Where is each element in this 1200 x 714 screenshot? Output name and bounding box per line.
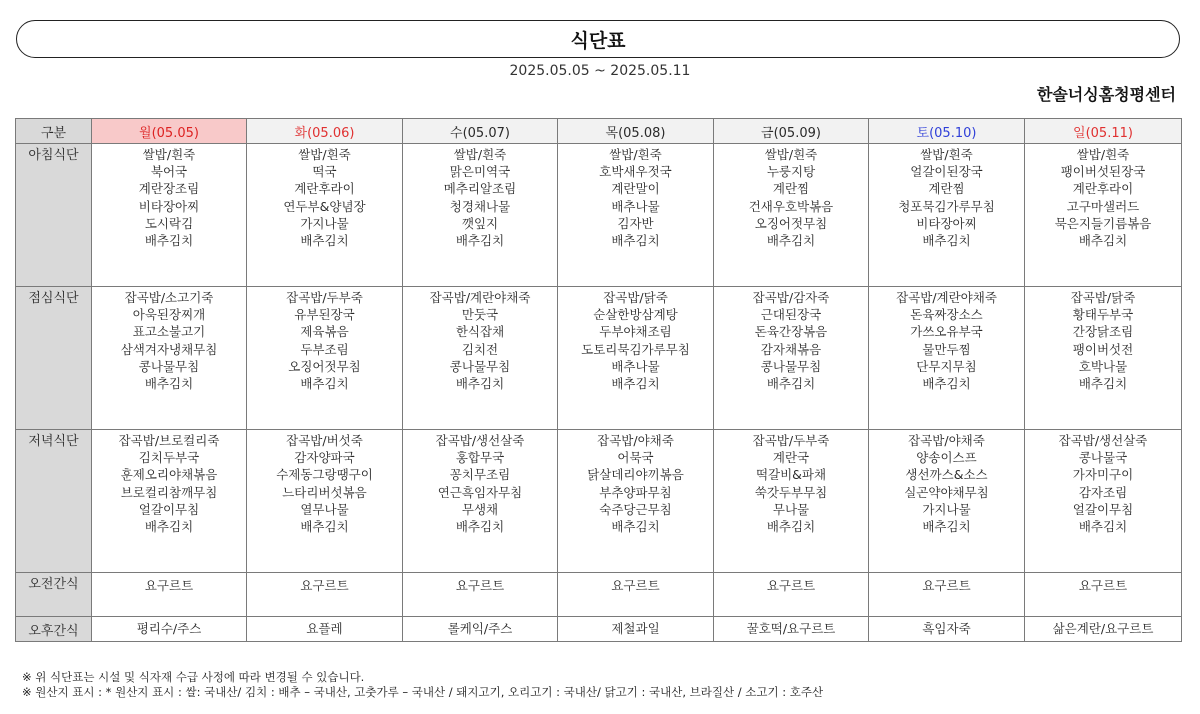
dish-item: 잡곡밥/계란야채죽: [429, 290, 531, 305]
dish-item: 배추김치: [611, 233, 660, 249]
dish-item: 북어국: [150, 164, 188, 180]
dish-item: 건새우호박볶음: [748, 198, 834, 214]
menu-cell: [1025, 617, 1182, 642]
dish-item: 팽이버섯전: [1072, 341, 1134, 357]
dish-item: 감자채볶음: [760, 341, 822, 357]
dish-item: 두부조림: [300, 341, 349, 357]
menu-cell: [869, 144, 1025, 287]
dish-item: 맑은미역국: [449, 164, 511, 180]
footnotes: [22, 670, 823, 700]
dish-item: 쌀밥/흰죽: [609, 147, 662, 162]
dish-item: 도시락김: [144, 215, 194, 231]
dish-item: 고구마샐러드: [1066, 198, 1140, 214]
dish-item: 비타장아찌: [916, 215, 977, 231]
day-header-sun: 일(05.11): [1025, 119, 1182, 144]
dish-item: 콩나물무침: [138, 358, 200, 374]
dish-item: 평리수/주스: [136, 621, 202, 637]
dish-item: 근대된장국: [760, 307, 822, 323]
dish-item: 느타리버섯볶음: [282, 484, 367, 500]
dish-item: 브로컬리참깨무침: [120, 484, 218, 500]
menu-cell: [1025, 287, 1182, 430]
dish-item: 깻잎지: [461, 215, 499, 231]
lunch-row: [16, 287, 1182, 430]
dish-item: 무생채: [461, 501, 499, 517]
morning-snack-row: [16, 573, 1182, 617]
dish-item: 감자양파국: [294, 450, 355, 466]
menu-cell: [247, 287, 403, 430]
menu-cell: [714, 430, 869, 573]
dish-item: 김치전: [461, 341, 499, 357]
dish-item: 삶은계란/요구르트: [1052, 621, 1154, 637]
dish-item: 김치두부국: [138, 450, 200, 466]
day-header-mon: 월(05.05): [92, 119, 247, 144]
dish-item: 만둣국: [461, 307, 499, 323]
menu-cell: [403, 144, 558, 287]
menu-cell: [247, 144, 403, 287]
menu-cell: [247, 430, 403, 573]
dish-item: 잡곡밥/계란야채죽: [896, 290, 997, 305]
menu-cell: [247, 573, 403, 617]
row-label: 아침식단: [16, 144, 92, 287]
dish-item: 요구르트: [300, 578, 349, 593]
header-row: [16, 119, 1182, 144]
dish-item: 비타장아찌: [138, 198, 200, 214]
dish-item: 잡곡밥/생선살죽: [1058, 433, 1148, 448]
dish-item: 요구르트: [766, 578, 816, 593]
dish-item: 얼갈이무침: [1072, 501, 1134, 517]
dish-item: 숙주당근무침: [599, 501, 672, 517]
dish-item: 오징어젓무침: [754, 215, 828, 231]
dish-item: 아욱된장찌개: [132, 307, 206, 323]
meal-table: [15, 118, 1182, 642]
menu-cell: [714, 573, 869, 617]
dish-item: 쌀밥/흰죽: [453, 147, 507, 162]
dish-item: 훈제오리야채볶음: [120, 467, 218, 483]
menu-title: [16, 20, 1180, 58]
dish-item: 쌀밥/흰죽: [142, 147, 196, 162]
menu-cell: [869, 430, 1025, 573]
dish-item: 떡국: [312, 164, 337, 180]
dish-item: 잡곡밥/소고기죽: [124, 290, 214, 305]
dish-item: 배추김치: [144, 233, 194, 249]
menu-cell: [403, 573, 558, 617]
menu-cell: [92, 287, 247, 430]
dish-item: 꽁치무조림: [449, 467, 511, 483]
dish-item: 잡곡밥/두부죽: [752, 433, 830, 448]
dish-item: 쌀밥/흰죽: [920, 147, 973, 162]
dish-item: 잡곡밥/닭죽: [603, 290, 668, 305]
menu-cell: [92, 573, 247, 617]
dinner-row: [16, 430, 1182, 573]
dish-item: 오징어젓무침: [288, 358, 361, 374]
corner-header: 구분: [16, 119, 92, 144]
dish-item: 계란말이: [611, 181, 660, 197]
row-label: 오후간식: [16, 617, 92, 642]
dish-item: 잡곡밥/닭죽: [1070, 290, 1136, 305]
dish-item: 누룽지탕: [766, 164, 816, 180]
dish-item: 요구르트: [455, 578, 505, 593]
menu-cell: [558, 573, 714, 617]
menu-cell: [558, 144, 714, 287]
dish-item: 배추김치: [766, 233, 816, 249]
row-label: 점심식단: [16, 287, 92, 430]
dish-item: 얼갈이된장국: [910, 164, 983, 180]
dish-item: 수제동그랑땡구이: [276, 467, 373, 483]
dish-item: 유부된장국: [294, 307, 355, 323]
menu-cell: [558, 617, 714, 642]
dish-item: 계란후라이: [1072, 181, 1134, 197]
dish-item: 배추김치: [455, 519, 505, 535]
dish-item: 잡곡밥/야채죽: [597, 433, 674, 448]
dish-item: 배추김치: [144, 519, 194, 535]
note-origin: ※ 원산지 표시 : * 원산지 표시 : 쌀: 국내산/ 김치 : 배추 – 국내산, 고춧가루 – 국내산 / 돼지고기, 오리고기 : 국내산/ 닭고기 : 국내산, 브라질산 / 소고기 : 호주산: [22, 685, 824, 699]
row-label: 저녁식단: [16, 430, 92, 573]
menu-cell: [869, 573, 1025, 617]
dish-item: 돈육간장볶음: [754, 324, 828, 340]
dish-item: 쌀밥/흰죽: [1076, 147, 1130, 162]
menu-cell: [558, 287, 714, 430]
dish-item: 실곤약야채무침: [904, 484, 989, 500]
dish-item: 요구르트: [144, 578, 194, 593]
dish-item: 배추김치: [300, 233, 349, 249]
dish-item: 배추김치: [455, 376, 505, 392]
dish-item: 생선까스&소스: [905, 467, 988, 483]
dish-item: 무나물: [772, 501, 810, 517]
menu-cell: [1025, 430, 1182, 573]
dish-item: 간장닭조림: [1072, 324, 1134, 340]
dish-item: 닭살데리야끼볶음: [587, 467, 684, 483]
dish-item: 배추김치: [922, 233, 971, 249]
dish-item: 어묵국: [617, 450, 654, 466]
dish-item: 물만두찜: [922, 341, 971, 357]
dish-item: 배추김치: [611, 519, 660, 535]
dish-item: 계란후라이: [294, 181, 355, 197]
menu-cell: [714, 144, 869, 287]
dish-item: 묵은지들기름볶음: [1054, 215, 1152, 231]
dish-item: 황태두부국: [1072, 307, 1134, 323]
dish-item: 롤케익/주스: [447, 621, 513, 637]
menu-cell: [403, 617, 558, 642]
menu-cell: [403, 430, 558, 573]
dish-item: 연근흑임자무침: [437, 484, 523, 500]
dish-item: 얼갈이무침: [138, 501, 200, 517]
dish-item: 삼색겨자냉채무침: [120, 341, 218, 357]
dish-item: 배추김치: [144, 376, 194, 392]
note-change: ※ 위 식단표는 시설 및 식자재 수급 사정에 따라 변경될 수 있습니다.: [22, 670, 365, 684]
dish-item: 한식잡채: [455, 324, 505, 340]
dish-item: 순살한방삼계탕: [593, 307, 678, 323]
dish-item: 배추김치: [300, 376, 349, 392]
dish-item: 배추김치: [922, 376, 971, 392]
dish-item: 감자조림: [1078, 484, 1128, 500]
dish-item: 제철과일: [611, 621, 660, 637]
dish-item: 배추김치: [766, 519, 816, 535]
dish-item: 계란찜: [772, 181, 810, 197]
day-header-tue: 화(05.06): [247, 119, 403, 144]
dish-item: 배추김치: [1078, 519, 1128, 535]
dish-item: 배추김치: [1078, 376, 1128, 392]
dish-item: 청경채나물: [449, 198, 511, 214]
day-header-fri: 금(05.09): [714, 119, 869, 144]
dish-item: 요구르트: [1078, 578, 1128, 593]
dish-item: 콩나물무침: [760, 358, 822, 374]
menu-cell: [869, 287, 1025, 430]
dish-item: 양송이스프: [916, 450, 977, 466]
dish-item: 잡곡밥/버섯죽: [286, 433, 363, 448]
dish-item: 계란장조림: [138, 181, 200, 197]
dish-item: 표고소불고기: [132, 324, 206, 340]
menu-cell: [92, 144, 247, 287]
dish-item: 콩나물무침: [449, 358, 511, 374]
day-header-wed: 수(05.07): [403, 119, 558, 144]
menu-cell: [247, 617, 403, 642]
menu-cell: [714, 617, 869, 642]
dish-item: 김자반: [617, 215, 654, 231]
dish-item: 잡곡밥/감자죽: [752, 290, 830, 305]
menu-cell: [1025, 573, 1182, 617]
dish-item: 쌀밥/흰죽: [298, 147, 351, 162]
dish-item: 잡곡밥/야채죽: [908, 433, 985, 448]
menu-period: 2025.05.05 ~ 2025.05.11: [509, 63, 691, 79]
dish-item: 배추김치: [922, 519, 971, 535]
dish-item: 가쓰오유부국: [910, 324, 983, 340]
dish-item: 돈육짜장소스: [910, 307, 983, 323]
dish-item: 배추김치: [1078, 233, 1128, 249]
dish-item: 요구르트: [922, 578, 971, 593]
dish-item: 연두부&양념장: [283, 198, 366, 214]
dish-item: 가지나물: [300, 215, 349, 231]
dish-item: 잡곡밥/두부죽: [286, 290, 363, 305]
dish-item: 요구르트: [611, 578, 660, 593]
dish-item: 계란찜: [928, 181, 965, 197]
day-header-sat: 토(05.10): [869, 119, 1025, 144]
menu-cell: [714, 287, 869, 430]
dish-item: 꿀호떡/요구르트: [746, 621, 836, 637]
dish-item: 잡곡밥/생선살죽: [435, 433, 525, 448]
menu-cell: [1025, 144, 1182, 287]
dish-item: 배추김치: [611, 376, 660, 392]
dish-item: 팽이버섯된장국: [1060, 164, 1146, 180]
dish-item: 배추나물: [611, 198, 660, 214]
dish-item: 콩나물국: [1078, 450, 1128, 466]
dish-item: 흑임자죽: [922, 621, 971, 637]
dish-item: 계란국: [772, 450, 810, 466]
dish-item: 쌀밥/흰죽: [764, 147, 818, 162]
dish-item: 메추리알조림: [443, 181, 517, 197]
dish-item: 배추김치: [300, 519, 349, 535]
row-label: 오전간식: [16, 573, 92, 617]
dish-item: 요플레: [306, 621, 343, 637]
dish-item: 열무나물: [300, 501, 349, 517]
menu-cell: [92, 617, 247, 642]
dish-item: 배추나물: [611, 358, 660, 374]
dish-item: 제육볶음: [300, 324, 349, 340]
dish-item: 청포묵김가루무침: [898, 198, 995, 214]
dish-item: 두부야채조림: [599, 324, 672, 340]
dish-item: 도토리묵김가루무침: [581, 341, 690, 357]
dish-item: 홍합무국: [455, 450, 505, 466]
dish-item: 부추양파무침: [599, 484, 672, 500]
dish-item: 배추김치: [455, 233, 505, 249]
dish-item: 호박나물: [1078, 358, 1128, 374]
menu-cell: [558, 430, 714, 573]
dish-item: 떡갈비&파채: [755, 467, 827, 483]
dish-item: 잡곡밥/브로컬리죽: [118, 433, 220, 448]
breakfast-row: [16, 144, 1182, 287]
menu-cell: [869, 617, 1025, 642]
menu-cell: [92, 430, 247, 573]
title-text: 식단표: [570, 29, 626, 52]
day-header-thu: 목(05.08): [558, 119, 714, 144]
afternoon-snack-row: [16, 617, 1182, 642]
dish-item: 단무지무침: [916, 358, 977, 374]
dish-item: 호박새우젓국: [599, 164, 672, 180]
facility-name: 한솔너싱홈청평센터: [1036, 85, 1176, 104]
dish-item: 가지나물: [922, 501, 971, 517]
dish-item: 쑥갓두부무침: [754, 484, 828, 500]
dish-item: 배추김치: [766, 376, 816, 392]
dish-item: 가자미구이: [1072, 467, 1134, 483]
menu-cell: [403, 287, 558, 430]
